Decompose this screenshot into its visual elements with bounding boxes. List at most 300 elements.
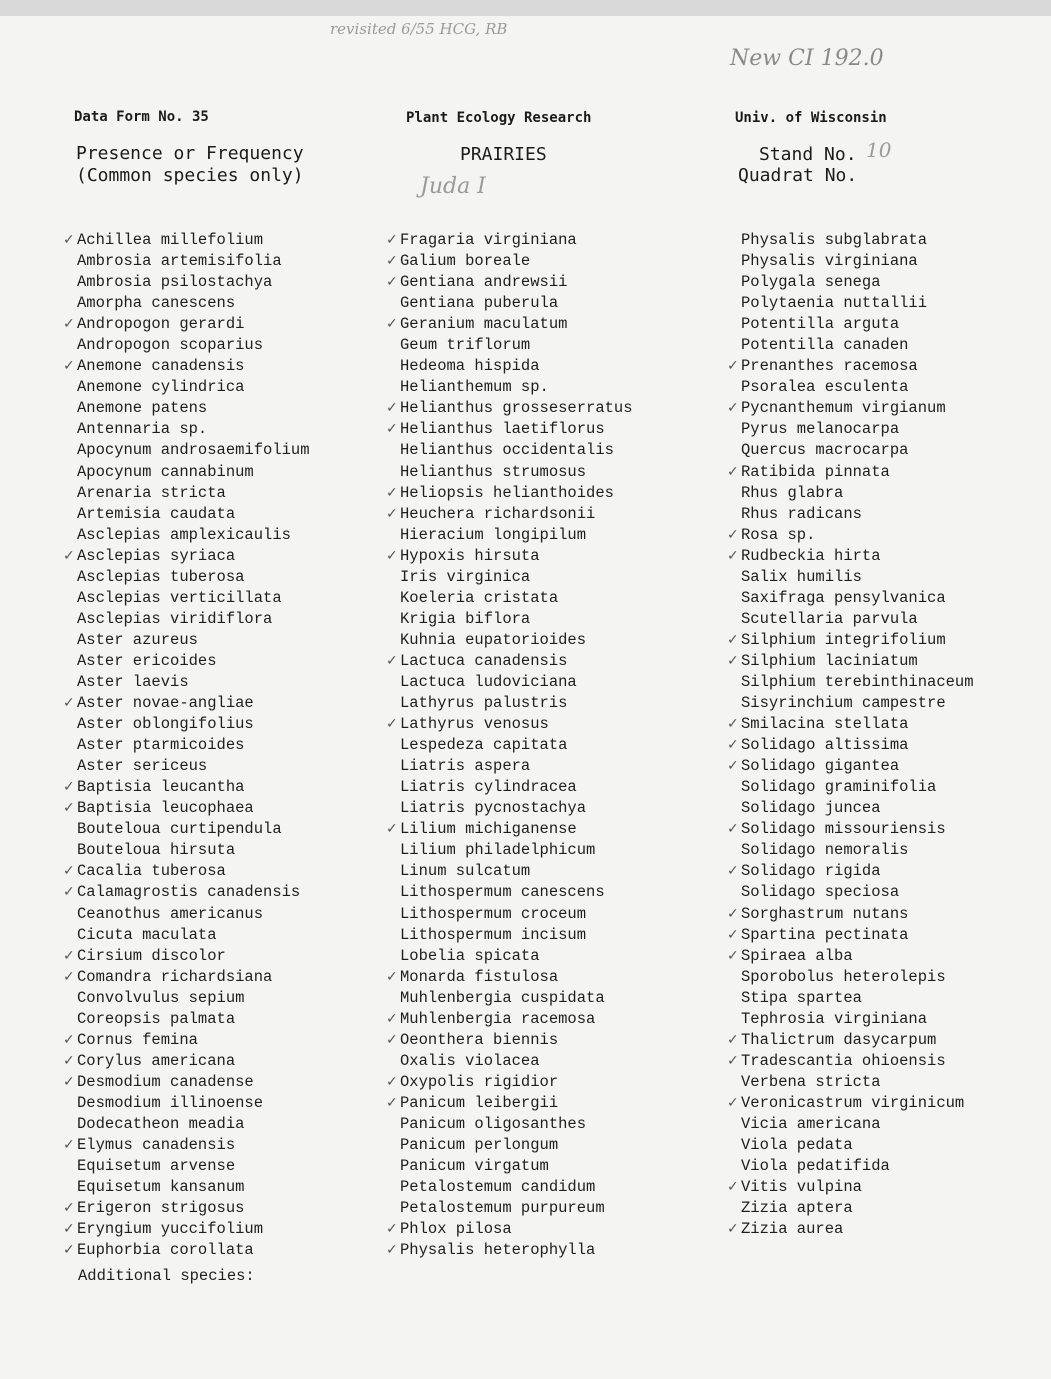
species-row (727, 630, 974, 651)
species-row (727, 1093, 974, 1114)
species-row (741, 419, 974, 440)
species-name: Euphorbia corollata (77, 1241, 254, 1260)
revisit-note: revisited 6/55 HCG, RB (330, 20, 508, 38)
species-row (63, 861, 310, 882)
species-row (77, 293, 310, 314)
species-name: Lespedeza capitata (400, 736, 568, 755)
species-name: Lactuca ludoviciana (400, 672, 577, 691)
species-row (77, 377, 310, 398)
species-name: Artemisia caudata (77, 504, 236, 523)
species-row (727, 904, 974, 925)
species-row (77, 251, 310, 272)
species-name: Solidago speciosa (741, 883, 900, 902)
species-name: Vicia americana (741, 1114, 881, 1133)
species-row (741, 504, 974, 525)
checkmark-icon: ✓ (727, 358, 739, 375)
species-row (77, 1093, 310, 1114)
species-row (400, 861, 633, 882)
species-name: Heliopsis helianthoides (400, 483, 614, 502)
species-row (741, 967, 974, 988)
species-name: Anemone patens (77, 399, 208, 418)
species-name: Potentilla arguta (741, 315, 900, 334)
species-row (77, 1156, 310, 1177)
species-row (77, 504, 310, 525)
checkmark-icon: ✓ (63, 1137, 75, 1154)
species-row (741, 672, 974, 693)
species-row (741, 840, 974, 861)
species-name: Tephrosia virginiana (741, 1009, 928, 1028)
species-name: Lilium michiganense (400, 820, 577, 839)
species-name: Muhlenbergia cuspidata (400, 988, 605, 1007)
species-name: Ambrosia artemisifolia (77, 252, 282, 271)
species-name: Calamagrostis canadensis (77, 883, 301, 902)
species-row (386, 483, 633, 504)
species-row (77, 483, 310, 504)
species-row (741, 251, 974, 272)
species-row (400, 630, 633, 651)
species-name: Cirsium discolor (77, 946, 226, 965)
page-title: PRAIRIES (460, 144, 547, 165)
species-name: Antennaria sp. (77, 420, 208, 439)
checkmark-icon: ✓ (727, 863, 739, 880)
species-row (77, 756, 310, 777)
species-name: Verbena stricta (741, 1072, 881, 1091)
species-name: Vitis vulpina (741, 1178, 862, 1197)
species-name: Oeonthera biennis (400, 1030, 559, 1049)
species-row (400, 693, 633, 714)
species-row (77, 1177, 310, 1198)
checkmark-icon: ✓ (386, 716, 398, 733)
species-name: Thalictrum dasycarpum (741, 1030, 937, 1049)
species-name: Psoralea esculenta (741, 378, 909, 397)
species-name: Elymus canadensis (77, 1136, 236, 1155)
species-row (63, 967, 310, 988)
species-row (400, 1114, 633, 1135)
checkmark-icon: ✓ (386, 1221, 398, 1238)
species-column-2 (386, 230, 633, 1261)
species-row (77, 651, 310, 672)
species-name: Galium boreale (400, 252, 531, 271)
species-row (727, 735, 974, 756)
species-name: Cornus femina (77, 1030, 198, 1049)
checkmark-icon: ✓ (63, 779, 75, 796)
species-row (386, 1030, 633, 1051)
checkmark-icon: ✓ (63, 1221, 75, 1238)
species-row (741, 483, 974, 504)
checkmark-icon: ✓ (386, 1031, 398, 1048)
species-row (741, 293, 974, 314)
species-name: Petalostemum candidum (400, 1178, 596, 1197)
species-row (63, 1198, 310, 1219)
species-name: Solidago rigida (741, 862, 881, 881)
species-name: Asclepias viridiflora (77, 609, 273, 628)
species-name: Ceanothus americanus (77, 904, 264, 923)
checkmark-icon: ✓ (386, 1010, 398, 1027)
species-row (741, 272, 974, 293)
species-name: Solidago missouriensis (741, 820, 946, 839)
checkmark-icon: ✓ (386, 316, 398, 333)
species-name: Rhus glabra (741, 483, 844, 502)
species-row (400, 1177, 633, 1198)
species-row (741, 567, 974, 588)
species-row (386, 651, 633, 672)
checkmark-icon: ✓ (386, 547, 398, 564)
checkmark-icon: ✓ (727, 947, 739, 964)
checkmark-icon: ✓ (727, 716, 739, 733)
species-row (77, 840, 310, 861)
species-row (63, 946, 310, 967)
species-name: Muhlenbergia racemosa (400, 1009, 596, 1028)
checkmark-icon: ✓ (727, 1094, 739, 1111)
species-name: Silphium terebinthinaceum (741, 672, 974, 691)
species-name: Solidago juncea (741, 799, 881, 818)
species-name: Helianthemum sp. (400, 378, 549, 397)
checkmark-icon: ✓ (63, 358, 75, 375)
species-name: Liatris aspera (400, 757, 531, 776)
species-row (77, 904, 310, 925)
species-row (741, 1114, 974, 1135)
species-name: Aster azureus (77, 630, 198, 649)
species-name: Geranium maculatum (400, 315, 568, 334)
species-name: Prenanthes racemosa (741, 357, 918, 376)
species-name: Petalostemum purpureum (400, 1199, 605, 1218)
species-name: Desmodium illinoense (77, 1093, 264, 1112)
checkmark-icon: ✓ (727, 652, 739, 669)
species-row (400, 672, 633, 693)
species-row (727, 525, 974, 546)
checkmark-icon: ✓ (63, 1242, 75, 1259)
additional-species-label: Additional species: (78, 1267, 255, 1285)
species-row (727, 756, 974, 777)
checkmark-icon: ✓ (63, 947, 75, 964)
university-label: Univ. of Wisconsin (735, 110, 887, 126)
species-row (63, 882, 310, 903)
checkmark-icon: ✓ (727, 1031, 739, 1048)
species-name: Panicum oligosanthes (400, 1114, 587, 1133)
species-name: Corylus americana (77, 1051, 236, 1070)
species-row (400, 462, 633, 483)
form-number: Data Form No. 35 (74, 109, 209, 125)
species-name: Bouteloua hirsuta (77, 841, 236, 860)
species-row (741, 1009, 974, 1030)
species-row (741, 988, 974, 1009)
species-name: Smilacina stellata (741, 715, 909, 734)
species-name: Quercus macrocarpa (741, 441, 909, 460)
species-row (400, 525, 633, 546)
species-row (386, 1093, 633, 1114)
species-row (63, 1072, 310, 1093)
species-name: Gentiana puberula (400, 294, 559, 313)
species-name: Aster laevis (77, 672, 189, 691)
checkmark-icon: ✓ (727, 1052, 739, 1069)
species-row (77, 735, 310, 756)
species-name: Polytaenia nuttallii (741, 294, 928, 313)
species-name: Convolvulus sepium (77, 988, 245, 1007)
species-name: Pycnanthemum virgianum (741, 399, 946, 418)
species-name: Koeleria cristata (400, 588, 559, 607)
checkmark-icon: ✓ (386, 1242, 398, 1259)
species-row (77, 630, 310, 651)
species-name: Andropogon scoparius (77, 336, 264, 355)
checkmark-icon: ✓ (386, 652, 398, 669)
species-name: Ambrosia psilostachya (77, 273, 273, 292)
species-row (741, 798, 974, 819)
species-name: Linum sulcatum (400, 862, 531, 881)
site-note: Juda I (420, 174, 486, 199)
species-row (741, 882, 974, 903)
species-row (386, 1240, 633, 1261)
checkmark-icon: ✓ (386, 400, 398, 417)
species-row (741, 1072, 974, 1093)
species-row (77, 819, 310, 840)
species-row (77, 462, 310, 483)
species-row (727, 1219, 974, 1240)
species-row (63, 798, 310, 819)
species-name: Spartina pectinata (741, 925, 909, 944)
species-row (63, 230, 310, 251)
species-row (400, 882, 633, 903)
species-name: Lithospermum incisum (400, 925, 587, 944)
species-row (741, 440, 974, 461)
stand-value: 10 (866, 138, 892, 162)
checkmark-icon: ✓ (727, 821, 739, 838)
species-row (63, 1030, 310, 1051)
species-row (400, 840, 633, 861)
checkmark-icon: ✓ (727, 1179, 739, 1196)
species-row (400, 588, 633, 609)
species-name: Arenaria stricta (77, 483, 226, 502)
species-row (386, 1072, 633, 1093)
species-row (77, 672, 310, 693)
species-row (77, 419, 310, 440)
species-row (63, 1240, 310, 1261)
species-row (400, 904, 633, 925)
species-row (400, 335, 633, 356)
species-name: Asclepias verticillata (77, 588, 282, 607)
species-name: Hieracium longipilum (400, 525, 587, 544)
checkmark-icon: ✓ (386, 484, 398, 501)
species-name: Kuhnia eupatorioides (400, 630, 587, 649)
species-name: Bouteloua curtipendula (77, 820, 282, 839)
species-name: Pyrus melanocarpa (741, 420, 900, 439)
data-form-page (0, 16, 1051, 1379)
species-row (741, 1156, 974, 1177)
species-name: Coreopsis palmata (77, 1009, 236, 1028)
checkmark-icon: ✓ (386, 253, 398, 270)
species-row (727, 651, 974, 672)
species-row (727, 356, 974, 377)
species-name: Asclepias syriaca (77, 546, 236, 565)
species-name: Zizia aptera (741, 1199, 853, 1218)
species-row (400, 567, 633, 588)
checkmark-icon: ✓ (63, 863, 75, 880)
species-name: Rudbeckia hirta (741, 546, 881, 565)
species-row (77, 925, 310, 946)
species-row (400, 1156, 633, 1177)
checkmark-icon: ✓ (386, 821, 398, 838)
species-name: Polygala senega (741, 273, 881, 292)
species-row (63, 1135, 310, 1156)
checkmark-icon: ✓ (386, 1073, 398, 1090)
species-name: Lilium philadelphicum (400, 841, 596, 860)
species-row (727, 1030, 974, 1051)
species-row (386, 967, 633, 988)
species-row (727, 714, 974, 735)
species-row (400, 777, 633, 798)
species-name: Apocynum androsaemifolium (77, 441, 310, 460)
species-name: Geum triflorum (400, 336, 531, 355)
species-name: Solidago altissima (741, 736, 909, 755)
species-name: Gentiana andrewsii (400, 273, 568, 292)
checkmark-icon: ✓ (386, 505, 398, 522)
species-name: Stipa spartea (741, 988, 862, 1007)
species-name: Helianthus grosseserratus (400, 399, 633, 418)
species-row (741, 377, 974, 398)
species-name: Panicum leibergii (400, 1093, 559, 1112)
species-name: Hypoxis hirsuta (400, 546, 540, 565)
checkmark-icon: ✓ (727, 400, 739, 417)
species-name: Aster ptarmicoides (77, 736, 245, 755)
species-row (386, 504, 633, 525)
species-row (727, 462, 974, 483)
species-name: Spiraea alba (741, 946, 853, 965)
species-row (63, 777, 310, 798)
species-name: Solidago graminifolia (741, 778, 937, 797)
species-name: Rosa sp. (741, 525, 816, 544)
species-name: Achillea millefolium (77, 231, 264, 249)
species-name: Lactuca canadensis (400, 651, 568, 670)
species-name: Lithospermum canescens (400, 883, 605, 902)
species-name: Panicum virgatum (400, 1157, 549, 1176)
species-name: Monarda fistulosa (400, 967, 559, 986)
species-name: Asclepias amplexicaulis (77, 525, 291, 544)
species-name: Silphium laciniatum (741, 651, 918, 670)
species-name: Rhus radicans (741, 504, 862, 523)
species-row (77, 609, 310, 630)
species-row (400, 1198, 633, 1219)
checkmark-icon: ✓ (727, 526, 739, 543)
species-row (400, 440, 633, 461)
species-name: Equisetum kansanum (77, 1178, 245, 1197)
species-name: Aster novae-angliae (77, 694, 254, 713)
species-row (77, 567, 310, 588)
species-row (741, 609, 974, 630)
species-name: Viola pedata (741, 1136, 853, 1155)
species-name: Dodecatheon meadia (77, 1114, 245, 1133)
species-row (63, 1051, 310, 1072)
species-row (727, 925, 974, 946)
species-name: Lathyrus venosus (400, 715, 549, 734)
species-row (400, 925, 633, 946)
species-row (727, 1177, 974, 1198)
species-name: Eryngium yuccifolium (77, 1220, 264, 1239)
species-row (77, 1114, 310, 1135)
species-name: Anemone canadensis (77, 357, 245, 376)
species-row (63, 314, 310, 335)
species-name: Panicum perlongum (400, 1136, 559, 1155)
species-row (63, 1219, 310, 1240)
species-row (386, 1219, 633, 1240)
species-row (386, 546, 633, 567)
species-row (63, 693, 310, 714)
species-row (386, 251, 633, 272)
species-name: Sisyrinchium campestre (741, 694, 946, 713)
species-name: Physalis virginiana (741, 252, 918, 271)
species-name: Cacalia tuberosa (77, 862, 226, 881)
species-name: Solidago gigantea (741, 757, 900, 776)
species-name: Lithospermum croceum (400, 904, 587, 923)
checkmark-icon: ✓ (727, 926, 739, 943)
checkmark-icon: ✓ (386, 274, 398, 291)
checkmark-icon: ✓ (727, 547, 739, 564)
checkmark-icon: ✓ (63, 547, 75, 564)
species-row (741, 1198, 974, 1219)
checkmark-icon: ✓ (727, 463, 739, 480)
species-row (77, 272, 310, 293)
checkmark-icon: ✓ (63, 695, 75, 712)
species-name: Sorghastrum nutans (741, 904, 909, 923)
species-row (400, 988, 633, 1009)
species-name: Krigia biflora (400, 609, 531, 628)
species-row (386, 230, 633, 251)
species-row (77, 335, 310, 356)
species-row (400, 946, 633, 967)
checkmark-icon: ✓ (386, 1094, 398, 1111)
species-name: Physalis heterophylla (400, 1241, 596, 1260)
species-name: Zizia aurea (741, 1220, 844, 1239)
species-name: Sporobolus heterolepis (741, 967, 946, 986)
species-row (400, 356, 633, 377)
species-name: Helianthus strumosus (400, 462, 587, 481)
species-row (727, 819, 974, 840)
species-row (741, 588, 974, 609)
checkmark-icon: ✓ (63, 884, 75, 901)
species-column-1 (63, 230, 310, 1261)
species-name: Potentilla canaden (741, 336, 909, 355)
species-row (386, 398, 633, 419)
checkmark-icon: ✓ (386, 232, 398, 248)
species-name: Phlox pilosa (400, 1220, 512, 1239)
quadrat-label: Quadrat No. (738, 165, 858, 186)
species-name: Oxypolis rigidior (400, 1072, 559, 1091)
checkmark-icon: ✓ (727, 737, 739, 754)
species-name: Apocynum cannabinum (77, 462, 254, 481)
species-row (727, 546, 974, 567)
species-row (77, 398, 310, 419)
species-name: Salix humilis (741, 567, 862, 586)
checkmark-icon: ✓ (386, 968, 398, 985)
species-name: Aster ericoides (77, 651, 217, 670)
species-name: Heuchera richardsonii (400, 504, 596, 523)
stand-label: Stand No. (759, 144, 857, 165)
species-name: Anemone cylindrica (77, 378, 245, 397)
species-row (727, 398, 974, 419)
species-row (77, 988, 310, 1009)
species-column-3 (727, 230, 974, 1240)
species-name: Amorpha canescens (77, 294, 236, 313)
checkmark-icon: ✓ (386, 421, 398, 438)
species-row (400, 798, 633, 819)
species-name: Fragaria virginiana (400, 231, 577, 249)
checkmark-icon: ✓ (63, 1052, 75, 1069)
checkmark-icon: ✓ (727, 1221, 739, 1238)
species-row (741, 230, 974, 251)
species-name: Solidago nemoralis (741, 841, 909, 860)
checkmark-icon: ✓ (63, 316, 75, 333)
species-name: Baptisia leucophaea (77, 799, 254, 818)
species-row (77, 1009, 310, 1030)
species-row (63, 356, 310, 377)
